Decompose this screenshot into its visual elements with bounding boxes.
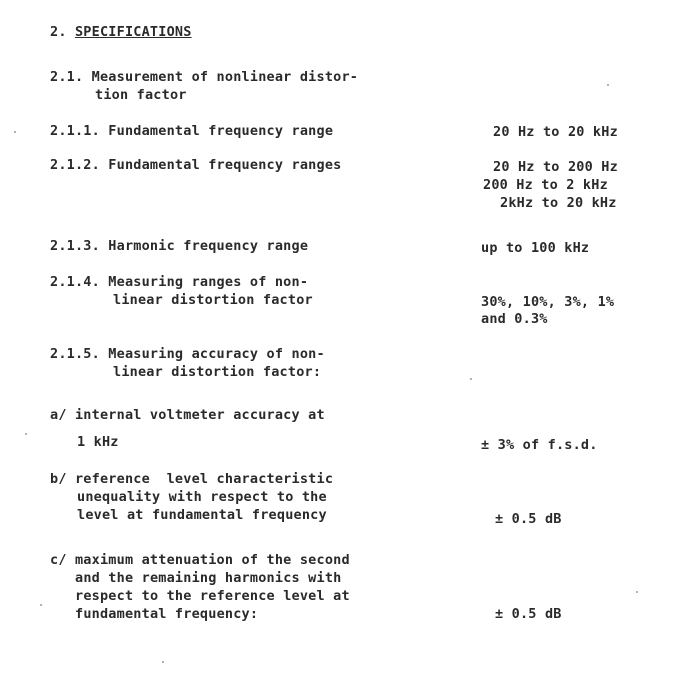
subitem-a-line-1: a/ internal voltmeter accuracy at <box>50 407 325 423</box>
item-2-1-4-value-2: and 0.3% <box>481 311 548 327</box>
item-2-1-1-value: 20 Hz to 20 kHz <box>493 124 618 140</box>
subitem-c-line-2: and the remaining harmonics with <box>75 570 342 586</box>
item-2-1-2-value-1: 20 Hz to 200 Hz <box>493 159 618 175</box>
subitem-a-line-2: 1 kHz <box>77 434 119 450</box>
item-2-1-line-2: tion factor <box>95 87 187 103</box>
subitem-a-value: ± 3% of f.s.d. <box>481 437 598 453</box>
item-2-1-2-label: 2.1.2. Fundamental frequency ranges <box>50 157 342 173</box>
item-2-1-2-value-2: 200 Hz to 2 kHz <box>483 177 608 193</box>
subitem-c-line-4: fundamental frequency: <box>75 606 259 622</box>
item-2-1-1-label: 2.1.1. Fundamental frequency range <box>50 123 334 139</box>
item-2-1-5-line-1: 2.1.5. Measuring accuracy of non- <box>50 346 325 362</box>
section-title: SPECIFICATIONS <box>74 24 192 40</box>
subitem-c-line-1: c/ maximum attenuation of the second <box>50 552 350 568</box>
subitem-c-line-3: respect to the reference level at <box>75 588 350 604</box>
item-2-1-3-value: up to 100 kHz <box>481 240 590 256</box>
item-2-1-3-label: 2.1.3. Harmonic frequency range <box>50 238 309 254</box>
scan-speck <box>40 604 42 606</box>
subitem-c-value: ± 0.5 dB <box>495 606 562 622</box>
section-heading <box>50 24 192 42</box>
subitem-b-line-3: level at fundamental frequency <box>77 507 327 523</box>
scan-speck <box>636 591 638 593</box>
item-2-1-line-1: 2.1. Measurement of nonlinear distor- <box>50 69 359 85</box>
scan-speck <box>25 433 27 435</box>
scan-speck <box>14 131 16 133</box>
item-2-1-4-line-1: 2.1.4. Measuring ranges of non- <box>50 274 309 290</box>
subitem-b-line-1: b/ reference level characteristic <box>50 471 334 487</box>
scan-speck <box>470 378 472 380</box>
scan-speck <box>607 84 609 86</box>
item-2-1-2-value-3: 2kHz to 20 kHz <box>500 195 617 211</box>
scan-speck <box>162 661 164 663</box>
subitem-b-value: ± 0.5 dB <box>495 511 562 527</box>
subitem-b-line-2: unequality with respect to the <box>77 489 327 505</box>
item-2-1-5-line-2: linear distortion factor: <box>113 364 322 380</box>
section-number: 2. <box>50 24 67 40</box>
item-2-1-4-value-1: 30%, 10%, 3%, 1% <box>481 294 615 310</box>
item-2-1-4-line-2: linear distortion factor <box>113 292 313 308</box>
